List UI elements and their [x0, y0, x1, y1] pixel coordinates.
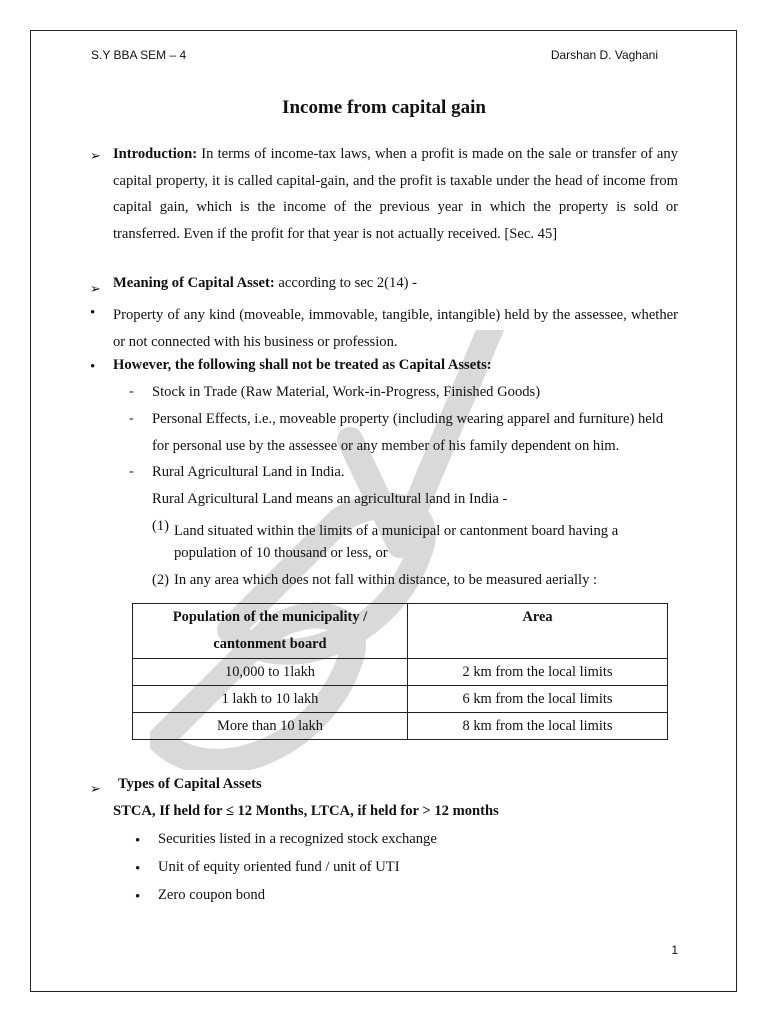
distance-table — [132, 603, 668, 740]
header-left: S.Y BBA SEM – 4 — [91, 48, 187, 62]
condition-1-line-b: population of 10 thousand or less, or — [174, 545, 388, 561]
exclusion-stock: Stock in Trade (Raw Material, Work-in-Progress, Finished Goods) — [152, 384, 541, 400]
page-number: 1 — [671, 943, 678, 957]
bullet-icon: • — [90, 305, 96, 321]
table-cell: 6 km from the local limits — [408, 686, 668, 713]
arrow-bullet-icon: ➢ — [90, 281, 101, 296]
arrow-bullet-icon: ➢ — [90, 781, 101, 796]
table-header-area: Area — [408, 604, 668, 659]
meaning-label: Meaning of Capital Asset: — [113, 275, 275, 291]
exclusion-personal-2: for personal use by the assessee or any member of his family dependent on him. — [152, 438, 620, 454]
property-bullet-text: Property of any kind (moveable, immovable, tangible, intangible) held by the assessee, whether or not connected with his business or profession. — [113, 307, 678, 350]
rural-meaning: Rural Agricultural Land means an agricultural land in India - — [152, 491, 508, 507]
table-row — [133, 686, 668, 713]
table-header-row — [133, 604, 668, 659]
meaning-text: according to sec 2(14) - — [274, 275, 417, 291]
exclusion-heading: However, the following shall not be treated as Capital Assets: — [113, 357, 492, 373]
bullet-icon: • — [90, 359, 96, 375]
types-heading: Types of Capital Assets — [118, 776, 262, 792]
condition-2-number: (2) — [152, 572, 170, 588]
table-header-population: Population of the municipality / cantonment board — [133, 604, 408, 659]
table-cell: More than 10 lakh — [133, 713, 408, 740]
bullet-icon: • — [135, 889, 141, 905]
condition-1-line-a: Land situated within the limits of a municipal or cantonment board having a — [174, 523, 619, 539]
page-title: Income from capital gain — [282, 97, 486, 118]
table-row — [133, 713, 668, 740]
table-cell: 1 lakh to 10 lakh — [133, 686, 408, 713]
list-item: Securities listed in a recognized stock exchange — [158, 831, 437, 847]
arrow-bullet-icon: ➢ — [90, 148, 101, 163]
dash-bullet: - — [129, 384, 134, 399]
table-cell: 8 km from the local limits — [408, 713, 668, 740]
exclusion-personal-1: Personal Effects, i.e., moveable property (including wearing apparel and furniture) held — [152, 411, 664, 427]
condition-1-number: (1) — [152, 518, 170, 534]
introduction-paragraph — [113, 141, 678, 248]
list-item: Unit of equity oriented fund / unit of UTI — [158, 859, 400, 875]
introduction-label: Introduction: — [113, 146, 198, 162]
bullet-icon: • — [135, 833, 141, 849]
bullet-icon: • — [135, 861, 141, 877]
list-item: Zero coupon bond — [158, 887, 265, 903]
table-row — [133, 659, 668, 686]
table-cell: 10,000 to 1lakh — [133, 659, 408, 686]
table-cell: 2 km from the local limits — [408, 659, 668, 686]
header-right: Darshan D. Vaghani — [550, 48, 658, 62]
exclusion-rural: Rural Agricultural Land in India. — [152, 464, 345, 480]
meaning-line — [113, 275, 417, 292]
condition-2-text: In any area which does not fall within distance, to be measured aerially : — [174, 572, 598, 588]
dash-bullet: - — [129, 411, 134, 426]
types-subheading: STCA, If held for ≤ 12 Months, LTCA, if held for > 12 months — [113, 803, 499, 819]
dash-bullet: - — [129, 464, 134, 479]
introduction-text: In terms of income-tax laws, when a profit is made on the sale or transfer of any capital property, it is called capital-gain, and the profit is taxable under the head of income from capital gain, which is the income of the previous year in which the property is sold or transferred. Even if the profit for that year is not actually received. [Sec. 45] — [113, 146, 678, 243]
